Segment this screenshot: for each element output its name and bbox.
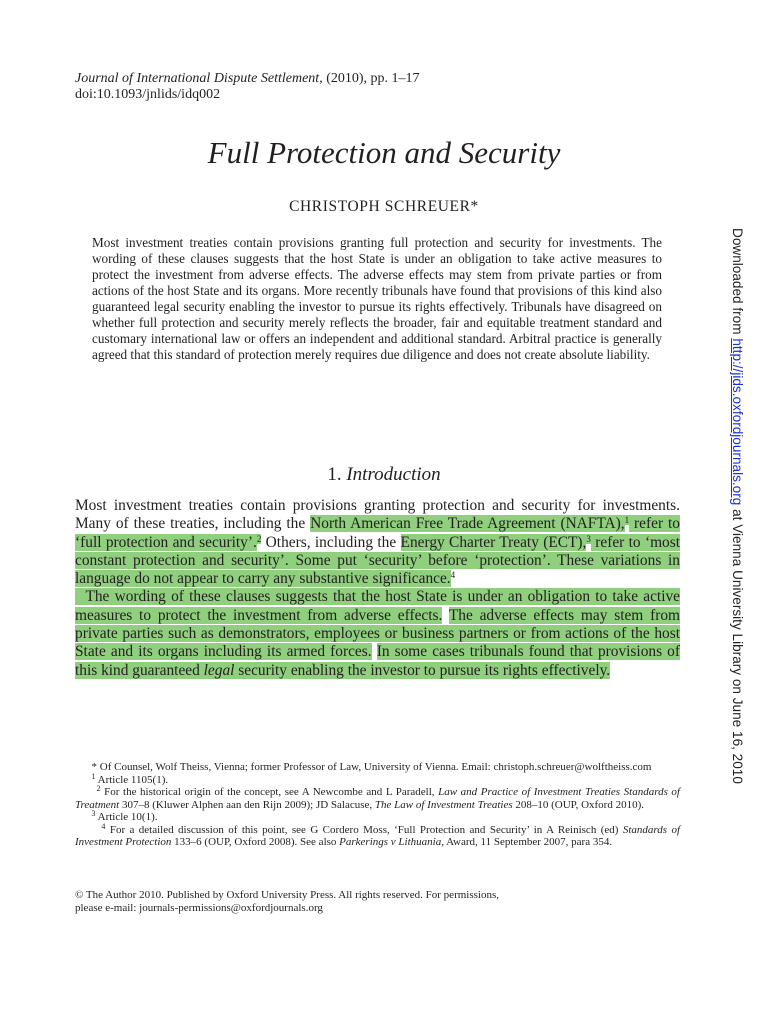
download-side-note — [730, 228, 745, 784]
journal-issue: , (2010), pp. 1–17 — [319, 71, 420, 86]
footnote-text: For a detailed discussion of this point, see G Cordero Moss, ‘Full Protection and Security’ in A Reinisch (ed) — [105, 823, 623, 836]
highlight-most-constant[interactable]: refer to ‘most constant protection and security’. Some put ‘security’ before ‘protection’. These variations in language do not appear to carry any substantive significance. — [75, 533, 681, 588]
abstract: Most investment treaties contain provisions granting full protection and security for investments. The wording of these clauses suggests that the host State is under an obligation to take active measures to protect the investment from adverse effects. The adverse effects may stem from private parties or from actions of the host State and its organs. More recently tribunals have found that provisions of this kind also guaranteed legal security enabling the investor to pursue its rights effectively. Tribunals have disagreed on whether full protection and security merely reflects the broader, fair and equitable treatment standard and customary international law or offers an independent and additional standard. Arbitral practice is generally agreed that this standard of protection merely requires due diligence and does not create absolute liability. — [92, 235, 662, 362]
footnote-2 — [75, 786, 680, 811]
footnote-ref-1[interactable]: 1 — [624, 515, 630, 526]
footnote-ref-2[interactable]: 2 — [256, 533, 262, 544]
copyright-line: © The Author 2010. Published by Oxford University Press. All rights reserved. For permissions, — [75, 889, 499, 901]
highlight-legal-security-text: security enabling the investor to pursue its rights effectively. — [234, 661, 611, 679]
footnote-text: Of Counsel, Wolf Theiss, Vienna; former Professor of Law, University of Vienna. Email: christoph.schreuer@wolftheiss.com — [97, 761, 652, 773]
article-title: Full Protection and Security — [207, 135, 561, 170]
footnote-text: , Award, 11 September 2007, para 354. — [441, 836, 613, 848]
journal-site-link[interactable]: http://jids.oxfordjournals.org — [730, 338, 745, 506]
footnote-text: 208–10 (OUP, Oxford 2010). — [512, 798, 645, 811]
footnote-number: 1 — [91, 771, 96, 781]
journal-header — [75, 71, 420, 103]
highlight-adverse-effects[interactable]: The adverse effects may stem from private parties such as demonstrators, employees or business partners or from actions of the host State and its organs including its armed forces. — [75, 606, 680, 661]
footnote-ref-4[interactable]: 4 — [450, 570, 456, 581]
footnote-4 — [75, 821, 681, 849]
section-number: 1. — [327, 464, 342, 485]
footnote-number: 4 — [101, 821, 106, 831]
footnote-text: Article 1105(1). — [95, 773, 169, 786]
footnote-book-title: The Law of Investment Treaties — [374, 798, 513, 811]
side-note-suffix: at Vienna University Library on June 16, 2010 — [730, 505, 745, 784]
journal-citation — [75, 71, 420, 87]
body-sentence: Others, including the — [261, 533, 401, 551]
author-name: CHRISTOPH SCHREUER* — [289, 198, 479, 215]
footnote-text: 133–6 (OUP, Oxford 2008). See also — [171, 836, 340, 848]
body-text — [75, 497, 680, 680]
footnote-text: Article 10(1). — [95, 811, 158, 823]
doi: doi:10.1093/jnlids/idq002 — [75, 87, 221, 102]
copyright-email-line: please e-mail: journals-permissions@oxfordjournals.org — [75, 902, 323, 914]
side-note-prefix: Downloaded from — [730, 228, 745, 339]
footnote-text: For the historical origin of the concept, see A Newcombe and L Paradell, — [100, 786, 439, 798]
section-title: Introduction — [346, 464, 441, 485]
footnote-case-name: Parkerings v Lithuania — [339, 836, 442, 848]
highlight-legal-security-text: In some cases tribunals found that provisions of this kind guaranteed — [75, 643, 680, 679]
body-sentence: Most investment treaties contain provisions granting protection and security for investments. Many of these treaties, including the — [75, 497, 680, 533]
highlight-wording-text: The wording of these clauses suggests that the host State is under an obligation to take active measures to protect the investment from adverse effects. — [75, 588, 680, 624]
footnote-author — [75, 761, 680, 774]
footnote-book-title: Law and Practice of Investment Treaties Standards of Treatment — [75, 786, 680, 811]
journal-name: Journal of International Dispute Settlement — [75, 71, 320, 86]
footnote-1 — [75, 771, 680, 787]
footnote-ref-3[interactable]: 3 — [586, 533, 591, 544]
footnote-3 — [75, 811, 680, 824]
highlight-full-protection[interactable]: refer to ‘full protection and security’. — [75, 515, 680, 551]
highlight-ect[interactable]: Energy Charter Treaty (ECT), — [400, 533, 587, 551]
legal-emphasis: legal — [203, 661, 235, 679]
copyright-notice — [75, 889, 499, 915]
footnote-text: 307–8 (Kluwer Alphen aan den Rijn 2009); JD Salacuse, — [119, 798, 375, 811]
footnote-number: 3 — [91, 809, 96, 818]
footnote-book-title: Standards of Investment Protection — [75, 823, 681, 848]
highlight-nafta[interactable]: North American Free Trade Agreement (NAFTA), — [310, 515, 625, 533]
footnote-number: 2 — [96, 784, 101, 793]
section-heading — [0, 464, 768, 486]
footnotes — [75, 761, 680, 849]
footnote-star: * — [91, 761, 97, 773]
